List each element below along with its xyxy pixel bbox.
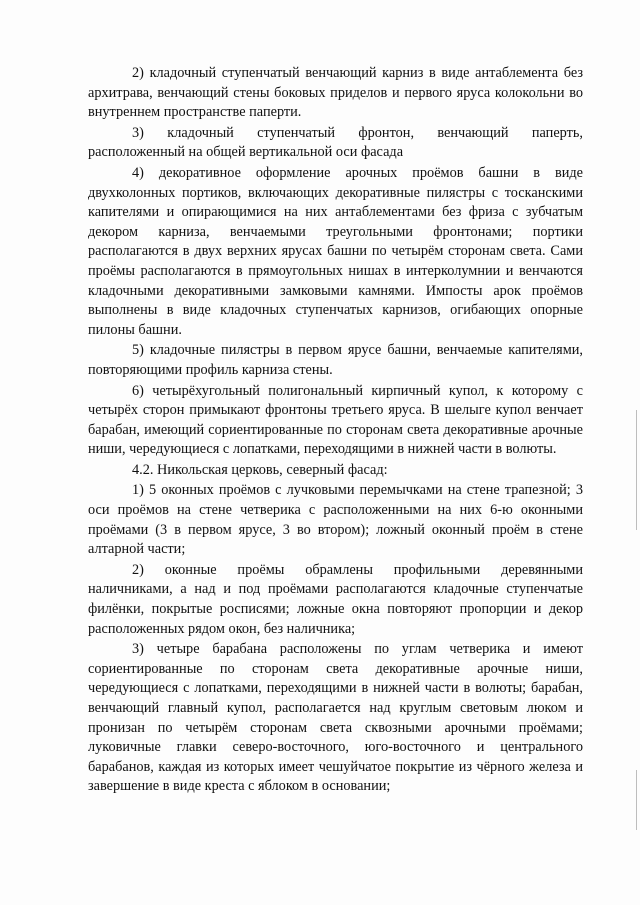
section-heading: 4.2. Никольская церковь, северный фасад:: [132, 461, 388, 478]
paragraph-tower-openings: 4) декоративное оформление арочных проёмов башни в виде двухколонных портиков, включающих декоративные пилястры с тосканскими капителями и опирающимися на них антаблементами без фриза с зубчатым декором карниза, венчаемыми треугольными фронтонами; портики располагаются в двух верхних ярусах башни по четырём сторонам света. Сами проёмы располагаются в прямоугольных нишах в интерколумнии и венчаются кладочными декоративными замковыми камнями. Импосты арок проёмов выполнены в виде кладочных ступенчатых карнизов, огибающих опорные пилоны башни.: [88, 164, 583, 338]
paragraph-windows: 1) 5 оконных проёмов с лучковыми перемычками на стене трапезной; 3 оси проёмов на стене четверика с расположенными на них 6-ю оконными проёмами (3 в первом ярусе, 3 во втором); ложный оконный проём в стене алтарной части;: [88, 482, 583, 558]
paragraph-pediment: 3) кладочный ступенчатый фронтон, венчающий паперть, расположенный на общей вертикальной оси фасада: [88, 124, 583, 161]
paragraph-dome: 6) четырёхугольный полигональный кирпичный купол, к которому с четырёх сторон примыкают фронтоны третьего яруса. В шелыге купол венчает барабан, имеющий сориентированные по сторонам света декоративные арочные ниши, чередующиеся с лопатками, переходящими в нижней части в волюты.: [88, 382, 583, 458]
document-body: [88, 64, 583, 798]
paragraph-window-frames: 2) оконные проёмы обрамлены профильными деревянными наличниками, а над и под проёмами располагаются кладочные ступенчатые филёнки, покрытые росписями; ложные окна повторяют пропорции и декор расположенных рядом окон, без наличника;: [88, 561, 583, 637]
paragraph-cornice: 2) кладочный ступенчатый венчающий карниз в виде антаблемента без архитрава, венчающий стены боковых приделов и первого яруса колокольни во внутреннем пространстве паперти.: [88, 65, 583, 121]
paragraph-pilasters: 5) кладочные пилястры в первом ярусе башни, венчаемые капителями, повторяющими профиль карниза стены.: [88, 342, 583, 378]
scan-edge-line: [636, 410, 637, 530]
scan-edge-line: [636, 770, 637, 830]
paragraph-drums: 3) четыре барабана расположены по углам четверика и имеют сориентированные по сторонам света декоративные арочные ниши, чередующиеся с лопатками, переходящими в нижней части в волюты; барабан, венчающий главный купол, располагается над круглым световым люком и пронизан по четырём сторонам света сквозными арочными проёмами; луковичные главки северо-восточного, юго-восточного и центрального барабанов, каждая из которых имеет чешуйчатое покрытие из чёрного железа и завершение в виде креста с яблоком в основании;: [88, 641, 583, 795]
